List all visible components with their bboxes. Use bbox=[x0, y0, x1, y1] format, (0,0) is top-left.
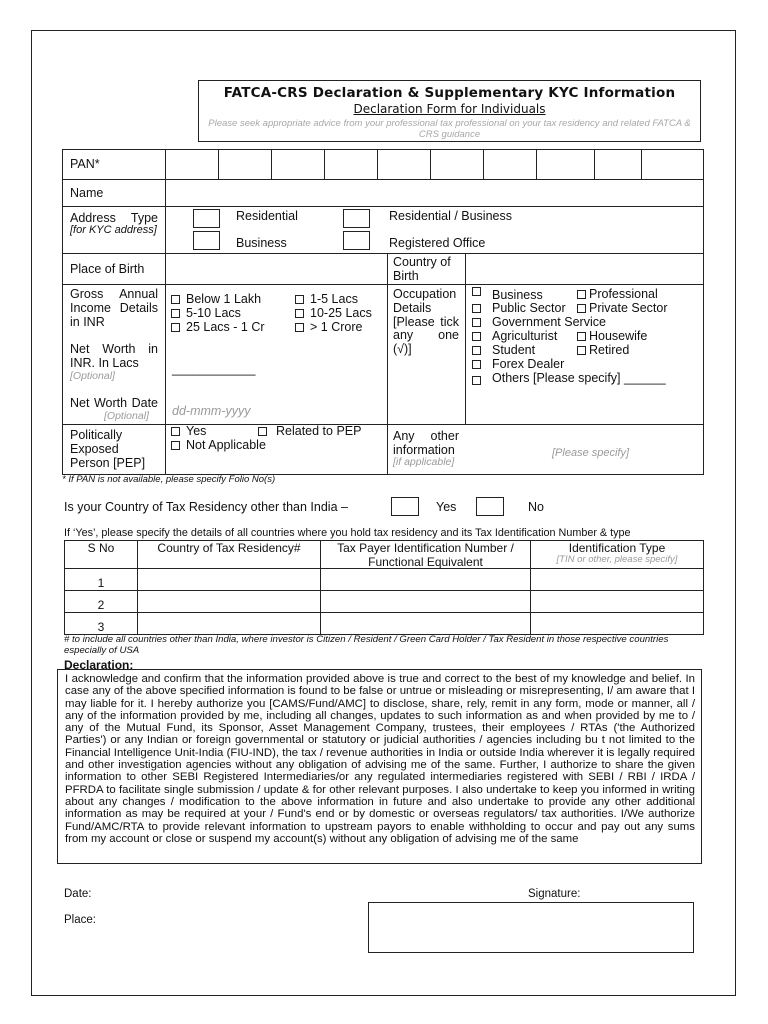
income-25-lacs-1-cr[interactable]: 25 Lacs - 1 Cr bbox=[171, 320, 265, 334]
address-type-hint: [for KYC address] bbox=[70, 224, 157, 236]
net-worth-date-input[interactable]: dd-mmm-yyyy bbox=[172, 404, 251, 418]
tax-yes-label: Yes bbox=[436, 500, 457, 514]
checkbox-icon bbox=[472, 287, 481, 296]
pep-not-applicable[interactable]: Not Applicable bbox=[171, 438, 266, 452]
table-row-sno: 2 bbox=[97, 598, 105, 612]
registered-office-checkbox[interactable] bbox=[343, 231, 370, 250]
income-10-25-lacs[interactable]: 10-25 Lacs bbox=[295, 306, 372, 320]
signature-label: Signature: bbox=[528, 888, 581, 900]
signature-box[interactable] bbox=[368, 902, 694, 953]
other-info-input[interactable]: [Please specify] bbox=[552, 447, 630, 459]
tax-yes-checkbox[interactable] bbox=[391, 497, 419, 516]
occupation-forex-dealer[interactable]: Forex Dealer bbox=[472, 357, 564, 371]
occupation-others[interactable]: Others [Please specify] ______ bbox=[472, 371, 666, 385]
name-label: Name bbox=[70, 186, 104, 200]
table-row-sno: 3 bbox=[97, 620, 105, 634]
gross-income-label: Gross Annual Income Details in INR bbox=[70, 287, 158, 329]
checkbox-icon bbox=[258, 427, 267, 436]
business-address-option: Business bbox=[236, 236, 287, 250]
net-worth-hint: [Optional] bbox=[70, 370, 115, 382]
form-header bbox=[198, 80, 701, 142]
checkbox-icon bbox=[577, 346, 586, 355]
other-info-label: Any other information bbox=[393, 429, 459, 457]
pan-input[interactable] bbox=[166, 150, 703, 179]
tax-no-label: No bbox=[528, 500, 544, 514]
col-id-type: Identification Type bbox=[568, 541, 666, 555]
checkbox-icon bbox=[295, 295, 304, 304]
checkbox-icon bbox=[472, 332, 481, 341]
net-worth-label: Net Worth in INR. In Lacs bbox=[70, 342, 158, 370]
checkbox-icon bbox=[171, 323, 180, 332]
pep-label: Politically Exposed Person [PEP] bbox=[70, 428, 146, 470]
col-tin: Tax Payer Identification Number / Functional Equivalent bbox=[337, 541, 514, 569]
checkbox-icon bbox=[295, 323, 304, 332]
income-1-5-lacs[interactable]: 1-5 Lacs bbox=[295, 292, 358, 306]
name-input[interactable] bbox=[166, 180, 703, 206]
occupation-retired[interactable]: Retired bbox=[577, 343, 629, 357]
tax-no-checkbox[interactable] bbox=[476, 497, 504, 516]
form-title: FATCA-CRS Declaration & Supplementary KYC Information bbox=[223, 85, 676, 101]
pan-label: PAN* bbox=[70, 157, 100, 171]
residential-option: Residential bbox=[236, 209, 298, 223]
pep-related[interactable]: Related to PEP bbox=[258, 424, 361, 438]
checkbox-icon bbox=[577, 332, 586, 341]
place-label: Place: bbox=[64, 914, 96, 926]
declaration-heading: Declaration: bbox=[64, 658, 134, 672]
col-country: Country of Tax Residency# bbox=[157, 541, 301, 555]
income-5-10-lacs[interactable]: 5-10 Lacs bbox=[171, 306, 241, 320]
place-of-birth-input[interactable] bbox=[166, 254, 387, 284]
checkbox-icon bbox=[472, 318, 481, 327]
occupation-agriculturist[interactable]: Agriculturist bbox=[472, 329, 557, 343]
checkbox-icon bbox=[171, 309, 180, 318]
occupation-public-sector[interactable]: Public Sector bbox=[472, 301, 566, 315]
checkbox-icon bbox=[472, 376, 481, 385]
net-worth-date-hint: [Optional] bbox=[104, 410, 149, 422]
declaration-text: I acknowledge and confirm that the information provided above is true and correct to the best of my knowledge and belief. In case any of the above specified information is found to be false or untrue or misleading or misrepresenting, I/ am aware that I may liable for it. I hereby authorize you [CAMS/Fund/AMC] to disclose, share, rely, remit in any form, mode or manner, all / any of the information provided by me, including all changes, updates to such information as and when provided by me to / any of the Mutual Fund, its Sponsor, Asset Management Company, trustees, their employees / RTAs ('the Authorized Parties') or any Indian or foreign governmental or statutory or judicial authorities / agencies including bu t not limited to the Financial Intelligence Unit-India (FIU-IND), the tax / revenue authorities in India or outside India wherever it is legally required and other investigation agencies without any obligation of advising me of the same. Further, I authorize to share the given information to other SEBI Registered Intermediaries/or any regulated intermediaries registered with SEBI / RBI / IRDA / PFRDA to facilitate single submission / update & for other relevant purposes. I also undertake to keep you informed in writing about any changes / modification to the above information in future and also undertake to provide any other additional information as may be required at your / Fund's end or by domestic or overseas regulators/ tax authorities. I/We authorize Fund/AMC/RTA to provide relevant information to upstream payors to enable withholding to occur and pay out any sums from my account or close or suspend my account(s) without any obligation of advising me of the same bbox=[57, 669, 702, 864]
if-yes-instruction: If ‘Yes’, please specify the details of all countries where you hold tax residency and its Tax Identification Number & type bbox=[64, 527, 631, 539]
checkbox-icon bbox=[171, 441, 180, 450]
col-id-type-hint: [TIN or other, please specify] bbox=[556, 554, 678, 565]
residential-business-option: Residential / Business bbox=[389, 209, 512, 223]
checkbox-icon bbox=[472, 304, 481, 313]
checkbox-icon bbox=[472, 346, 481, 355]
occupation-label: Occupation Details [Please tick any one (√)] bbox=[393, 287, 459, 357]
checkbox-icon bbox=[171, 427, 180, 436]
occupation-professional[interactable]: Professional bbox=[577, 287, 658, 301]
form-subtitle: Declaration Form for Individuals bbox=[353, 102, 546, 116]
net-worth-input[interactable]: ____________ bbox=[172, 362, 256, 376]
guidance-note: Please seek appropriate advice from your professional tax professional on your tax residency and related FATCA & CRS guidance bbox=[208, 118, 691, 140]
occupation-student[interactable]: Student bbox=[472, 343, 535, 357]
occupation-housewife[interactable]: Housewife bbox=[577, 329, 647, 343]
tax-residency-question: Is your Country of Tax Residency other than India – bbox=[64, 500, 348, 514]
business-address-checkbox[interactable] bbox=[193, 231, 220, 250]
pep-yes[interactable]: Yes bbox=[171, 424, 206, 438]
checkbox-icon bbox=[171, 295, 180, 304]
table-row-sno: 1 bbox=[97, 576, 105, 590]
residential-checkbox[interactable] bbox=[193, 209, 220, 228]
checkbox-icon bbox=[577, 304, 586, 313]
tax-table-entry-area[interactable] bbox=[138, 569, 703, 634]
residential-business-checkbox[interactable] bbox=[343, 209, 370, 228]
other-info-hint: [if applicable] bbox=[393, 456, 455, 468]
date-label: Date: bbox=[64, 888, 92, 900]
registered-office-option: Registered Office bbox=[389, 236, 486, 250]
country-of-birth-input[interactable] bbox=[466, 254, 703, 284]
address-type-label: Address Type bbox=[70, 211, 158, 225]
checkbox-icon bbox=[295, 309, 304, 318]
checkbox-icon bbox=[472, 360, 481, 369]
occupation-private-sector[interactable]: Private Sector bbox=[577, 301, 668, 315]
pan-note: * If PAN is not available, please specify Folio No(s) bbox=[62, 474, 276, 485]
occupation-business[interactable]: Business bbox=[472, 287, 543, 302]
col-sno: S No bbox=[87, 541, 115, 555]
tax-footnote: # to include all countries other than India, where investor is Citizen / Resident / Green Card Holder / Tax Resident in those respective countries especially of USA bbox=[64, 634, 669, 656]
checkbox-icon bbox=[577, 290, 586, 299]
place-of-birth-label: Place of Birth bbox=[70, 262, 145, 276]
country-of-birth-label: Country of Birth bbox=[393, 255, 451, 283]
occupation-government-service[interactable]: Government Service bbox=[472, 315, 606, 329]
income-above-1-crore[interactable]: > 1 Crore bbox=[295, 320, 362, 334]
net-worth-date-label: Net Worth Date bbox=[70, 396, 158, 410]
income-below-1-lakh[interactable]: Below 1 Lakh bbox=[171, 292, 261, 306]
